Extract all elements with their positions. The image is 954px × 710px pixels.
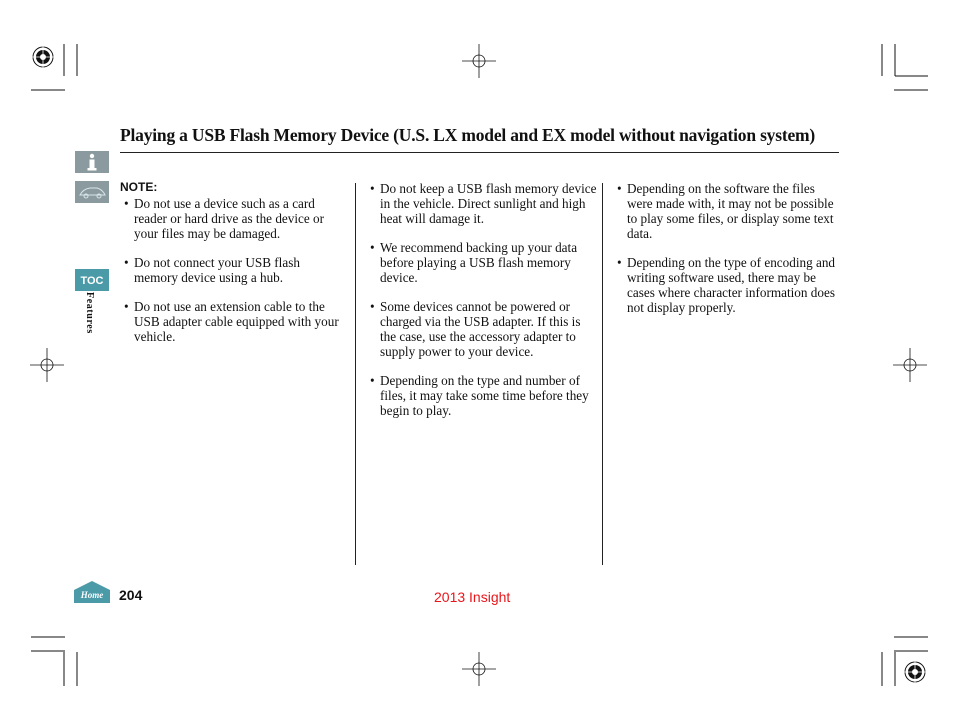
section-tab-label: Features — [84, 292, 95, 334]
crop-mark-icon — [28, 632, 98, 688]
registration-mark-icon — [876, 632, 932, 688]
home-label: Home — [80, 590, 104, 600]
home-icon — [73, 580, 111, 604]
page-number: 204 — [119, 587, 143, 603]
car-icon — [75, 181, 109, 203]
toc-icon — [75, 269, 109, 291]
column-divider — [355, 183, 356, 565]
list-item-text: Do not use a device such as a card reader or hard drive as the device or your files may be damaged. — [134, 196, 325, 241]
list-item-text: Depending on the software the files were made with, it may not be possible to play some files, or display some text data. — [627, 181, 834, 241]
list-item: • We recommend backing up your data before playing a USB flash memory device. — [370, 240, 598, 285]
toc-button[interactable] — [75, 269, 109, 291]
list-item-text: Do not connect your USB flash memory device using a hub. — [134, 255, 300, 285]
column-1 — [124, 196, 346, 358]
list-item-text: Depending on the type of encoding and writing software used, there may be cases where character information does not display properly. — [627, 255, 836, 315]
model-label: 2013 Insight — [434, 589, 511, 605]
list-item: • Depending on the type of encoding and writing software used, there may be cases where character information does not display properly. — [617, 255, 842, 315]
crop-mark-icon — [876, 40, 930, 95]
list-item-text: Some devices cannot be powered or charged via the USB adapter. If this is the case, use the accessory adapter to supply power to your device. — [380, 299, 581, 359]
page-title: Playing a USB Flash Memory Device (U.S. LX model and EX model without navigation system) — [120, 125, 816, 145]
list-item-text: Do not use an extension cable to the USB adapter cable equipped with your vehicle. — [134, 299, 339, 344]
crosshair-icon — [462, 652, 496, 686]
toc-label: TOC — [80, 275, 104, 287]
registration-mark-icon — [28, 40, 98, 95]
column-2 — [370, 181, 598, 432]
note-label: NOTE: — [120, 180, 158, 194]
list-item: • Depending on the type and number of files, it may take some time before they begin to play. — [370, 373, 598, 418]
list-item: • Depending on the software the files were made with, it may not be possible to play some files, or display some text data. — [617, 181, 842, 241]
list-item: • Do not keep a USB flash memory device in the vehicle. Direct sunlight and high heat will damage it. — [370, 181, 597, 226]
list-item: • Do not use an extension cable to the USB adapter cable equipped with your vehicle. — [124, 299, 346, 344]
vehicle-index-button[interactable] — [75, 181, 109, 203]
column-divider — [602, 183, 603, 565]
column-3 — [617, 181, 842, 329]
list-item-text: Do not keep a USB flash memory device in the vehicle. Direct sunlight and high heat will damage it. — [380, 181, 597, 226]
list-item: • Do not use a device such as a card reader or hard drive as the device or your files may be damaged. — [124, 196, 346, 241]
home-button[interactable] — [73, 580, 111, 604]
list-item: • Do not connect your USB flash memory device using a hub. — [124, 255, 346, 285]
info-button[interactable] — [75, 151, 109, 173]
list-item-text: We recommend backing up your data before playing a USB flash memory device. — [380, 240, 578, 285]
crosshair-icon — [893, 348, 927, 382]
crosshair-icon — [30, 348, 64, 382]
list-item-text: Depending on the type and number of files, it may take some time before they begin to play. — [380, 373, 589, 418]
title-divider — [120, 152, 839, 153]
crosshair-icon — [462, 44, 496, 78]
info-icon — [75, 151, 109, 173]
list-item: • Some devices cannot be powered or charged via the USB adapter. If this is the case, use the accessory adapter to supply power to your device. — [370, 299, 598, 359]
